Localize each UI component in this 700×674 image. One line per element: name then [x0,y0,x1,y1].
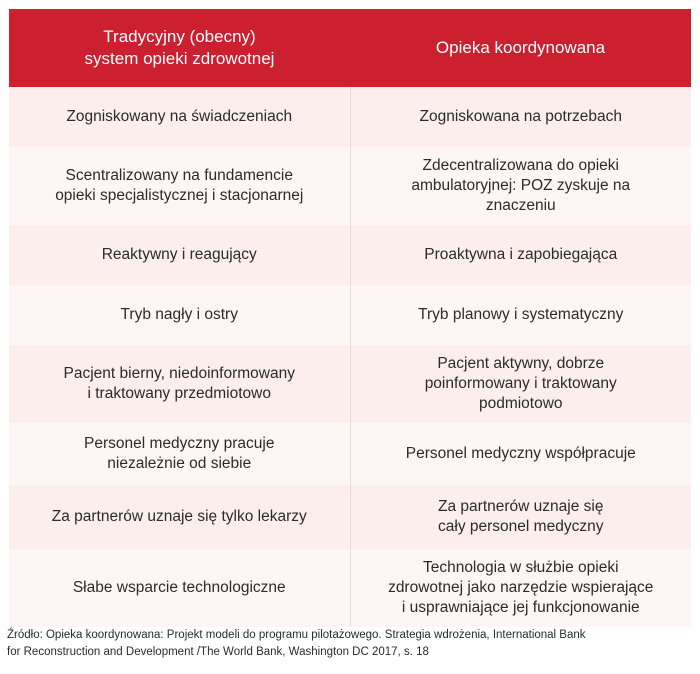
header-traditional-system: Tradycyjny (obecny) system opieki zdrowotnej [84,27,275,68]
table-row [9,225,691,285]
cell-traditional: Scentralizowany na fundamencie opieki specjalistycznej i stacjonarnej [9,147,351,225]
table-row [9,485,691,549]
source-footnote [7,627,693,661]
table-row [9,147,691,225]
table-row [9,549,691,627]
table-row [9,87,691,147]
cell-traditional: Za partnerów uznaje się tylko lekarzy [9,485,351,549]
cell-coordinated: Zogniskowana na potrzebach [419,108,622,125]
cell-coordinated: Tryb planowy i systematyczny [418,306,624,323]
source-line-2: for Reconstruction and Development /The World Bank, Washington DC 2017, s. 18 [7,646,429,658]
cell-traditional: Reaktywny i reagujący [9,225,351,285]
table-row [9,285,691,345]
cell-traditional: Personel medyczny pracuje niezależnie od siebie [9,423,351,485]
cell-coordinated: Personel medyczny współpracuje [405,445,636,462]
source-line-1: Źródło: Opieka koordynowana: Projekt modeli do programu pilotażowego. Strategia wdrożenia, International Bank [7,629,586,641]
cell-traditional: Zogniskowany na świadczeniach [9,87,351,147]
table-header [9,9,691,87]
cell-coordinated: Proaktywna i zapobiegająca [424,246,618,263]
comparison-table [9,9,691,627]
cell-traditional: Pacjent bierny, niedoinformowany i traktowany przedmiotowo [9,345,351,423]
header-coordinated-care: Opieka koordynowana [435,38,606,57]
cell-coordinated: Zdecentralizowana do opieki ambulatoryjnej: POZ zyskuje na znaczeniu [411,157,631,214]
cell-coordinated: Za partnerów uznaje się cały personel medyczny [438,498,604,535]
table-row [9,345,691,423]
cell-coordinated: Pacjent aktywny, dobrze poinformowany i traktowany podmiotowo [424,355,617,412]
table-row [9,423,691,485]
cell-traditional: Tryb nagły i ostry [9,285,351,345]
cell-traditional: Słabe wsparcie technologiczne [9,549,351,627]
cell-coordinated: Technologia w służbie opieki zdrowotnej jako narzędzie wspierające i usprawniające jej funkcjonowanie [388,559,654,616]
